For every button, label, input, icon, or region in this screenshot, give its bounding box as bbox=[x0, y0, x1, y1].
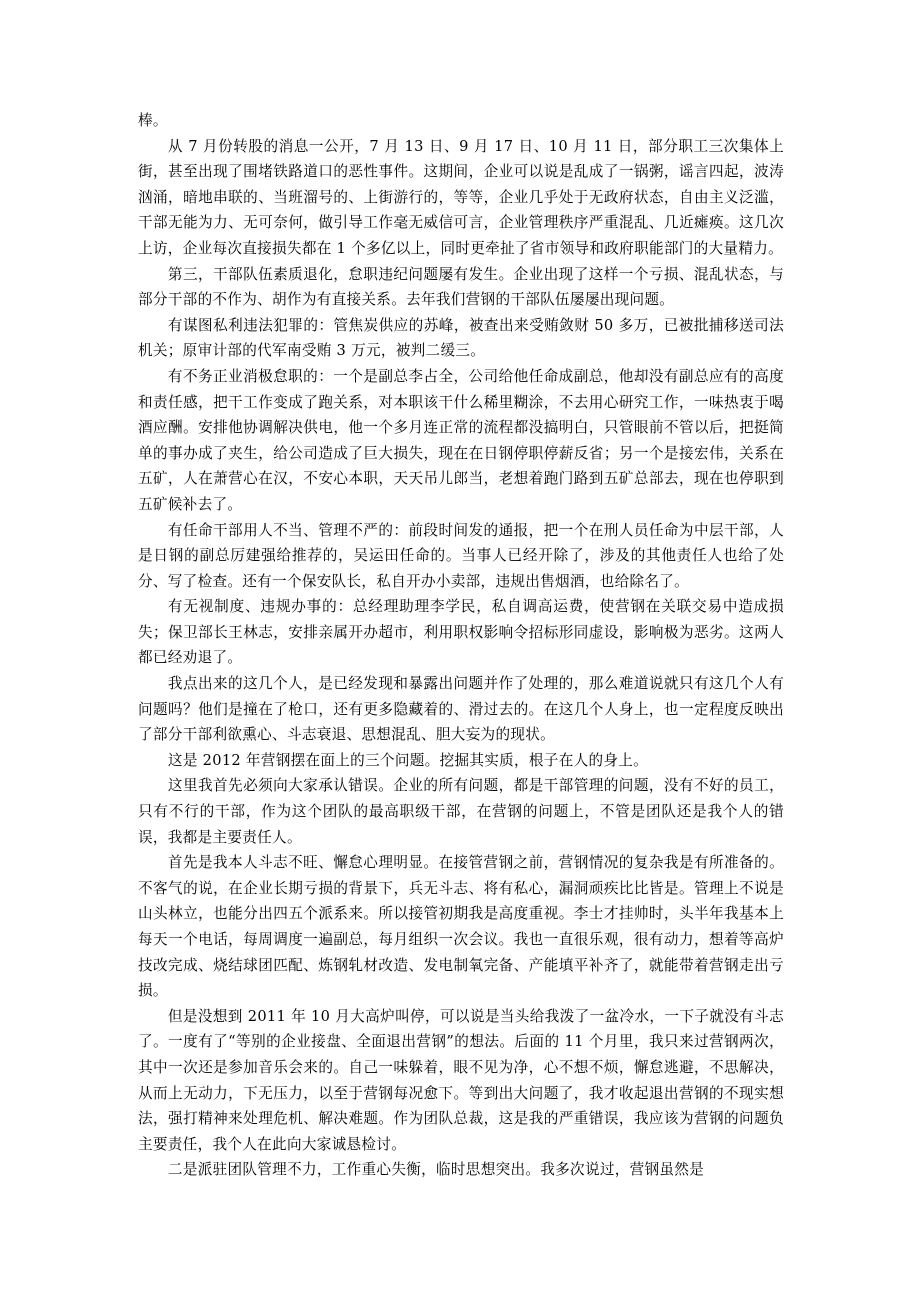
paragraph: 有无视制度、违规办事的：总经理助理李学民，私自调高运费，使营钢在关联交易中造成损失；保卫部长王林志，安排亲属开办超市，利用职权影响令招标形同虚设，影响极为恶劣。这两人都已经劝退了。 bbox=[138, 598, 784, 667]
paragraph: 二是派驻团队管理不力，工作重心失衡，临时思想突出。我多次说过，营钢虽然是 bbox=[167, 1161, 705, 1179]
paragraph: 但是没想到 2011 年 10 月大高炉叫停，可以说是当头给我泼了一盆冷水，一下子就没有斗志了。一度有了“等别的企业接盘、全面退出营钢”的想法。后面的 11 个月里，我只来过营钢两次，其中一次还是参加音乐会来的。自己一味躲着，眼不见为净，心不想不烦，懈怠逃避，不思解决，从而上无动力，下无压力，以至于营钢每况愈下。等到出大问题了，我才收起退出营钢的不现实想法，强打精神来处理危机、解决难题。作为团队总裁，这是我的严重错误，我应该为营钢的问题负主要责任，我个人在此向大家诚恳检讨。 bbox=[138, 1007, 784, 1153]
paragraph: 从 7 月份转股的消息一公开，7 月 13 日、9 月 17 日、10 月 11 日，部分职工三次集体上街，甚至出现了围堵铁路道口的恶性事件。这期间，企业可以说是乱成了一锅粥，谣言四起，波涛汹涌，暗地串联的、当班溜号的、上街游行的，等等，企业几乎处于无政府状态，自由主义泛滥，干部无能为力、无可奈何，做引导工作毫无威信可言，企业管理秩序严重混乱、几近瘫痪。这几次上访，企业每次直接损失都在 1 个多亿以上，同时更牵扯了省市领导和政府职能部门的大量精力。 bbox=[138, 137, 784, 257]
paragraph: 首先是我本人斗志不旺、懈怠心理明显。在接管营钢之前，营钢情况的复杂我是有所准备的。不客气的说，在企业长期亏损的背景下，兵无斗志、将有私心，漏洞顽疾比比皆是。管理上不说是山头林立，也能分出四五个派系来。所以接管初期我是高度重视。李士才挂帅时，头半年我基本上每天一个电话，每周调度一遍副总，每月组织一次会议。我也一直很乐观，很有动力，想着等高炉技改完成、烧结球团匹配、炼钢轧材改造、发电制氧完备、产能填平补齐了，就能带着营钢走出亏损。 bbox=[138, 854, 784, 1000]
paragraph: 有谋图私利违法犯罪的：管焦炭供应的苏峰，被查出来受贿敛财 50 多万，已被批捕移送司法机关；原审计部的代军南受贿 3 万元，被判二缓三。 bbox=[138, 316, 784, 360]
paragraph: 我点出来的这几个人，是已经发现和暴露出问题并作了处理的，那么难道说就只有这几个人有问题吗？他们是撞在了枪口，还有更多隐藏着的、滑过去的。在这几个人身上，也一定程度反映出了部分干部利欲熏心、斗志衰退、思想混乱、胆大妄为的现状。 bbox=[138, 675, 784, 744]
paragraph: 有不务正业消极怠职的：一个是副总李占全，公司给他任命成副总，他却没有副总应有的高度和责任感，把干工作变成了跑关系，对本职该干什么稀里糊涂，不去用心研究工作，一味热衷于喝酒应酬。安排他协调解决供电，他一个多月连正常的流程都没搞明白，只管眼前不管以后，把挺简单的事办成了夹生，给公司造成了巨大损失，现在在日钢停职停薪反省；另一个是接宏伟，关系在五矿，人在萧营心在汉，不安心本职，天天吊儿郎当，老想着跑门路到五矿总部去，现在也停职到五矿候补去了。 bbox=[138, 367, 784, 513]
paragraph: 棒。 bbox=[138, 112, 168, 129]
paragraph: 这是 2012 年营钢摆在面上的三个问题。挖掘其实质，根子在人的身上。 bbox=[167, 751, 649, 769]
document-page bbox=[138, 108, 784, 1183]
paragraph: 第三，干部队伍素质退化，怠职违纪问题屡有发生。企业出现了这样一个亏损、混乱状态，与部分干部的不作为、胡作为有直接关系。去年我们营钢的干部队伍屡屡出现问题。 bbox=[138, 265, 784, 309]
paragraph: 有任命干部用人不当、管理不严的：前段时间发的通报，把一个在刑人员任命为中层干部，人是日钢的副总厉建强给推荐的，吴运田任命的。当事人已经开除了，涉及的其他责任人也给了处分、写了检查。还有一个保安队长，私自开办小卖部，违规出售烟酒，也给除名了。 bbox=[138, 521, 784, 590]
paragraph: 这里我首先必须向大家承认错误。企业的所有问题，都是干部管理的问题，没有不好的员工，只有不行的干部，作为这个团队的最高职级干部，在营钢的问题上，不管是团队还是我个人的错误，我都是主要责任人。 bbox=[138, 777, 784, 846]
